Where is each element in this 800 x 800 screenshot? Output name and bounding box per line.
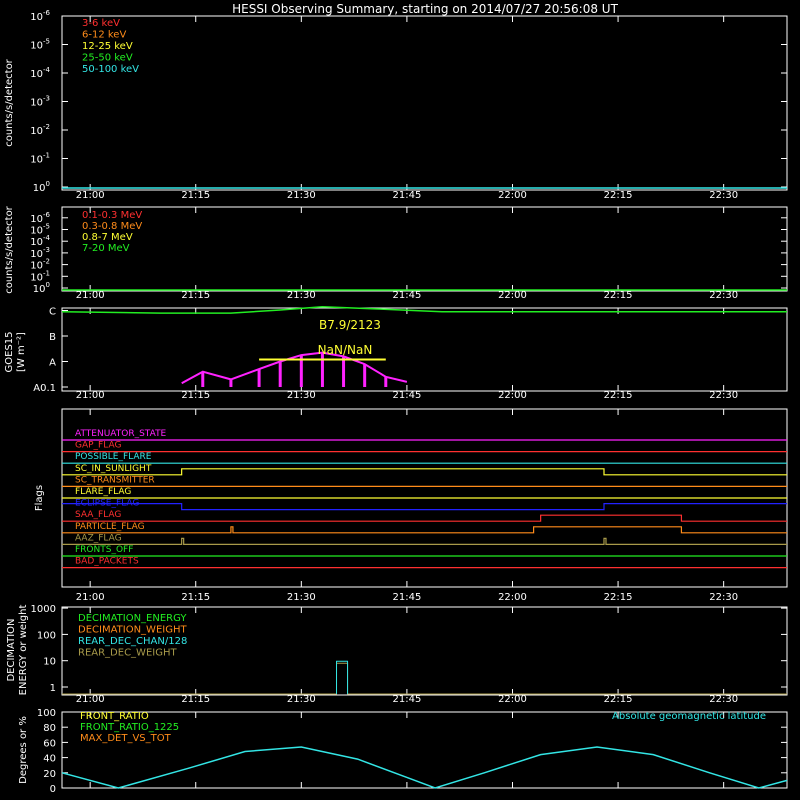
x-tick-label: 21:00 (75, 290, 105, 301)
y-tick-label: $10^{-6}$ (30, 9, 50, 23)
panel-2 (62, 207, 787, 301)
legend-entry: 7-20 MeV (82, 243, 130, 254)
legend-entry: FRONT_RATIO (80, 711, 149, 722)
y-tick-label: $10^{-3}$ (30, 245, 50, 260)
x-tick-label: 21:45 (392, 390, 422, 401)
legend-entry: 50-100 keV (82, 64, 140, 75)
x-tick-label: 21:15 (181, 290, 211, 301)
y-tick-label: 20 (43, 768, 56, 780)
x-tick-label: 22:00 (498, 390, 527, 401)
y-tick-label: $10^{-3}$ (30, 94, 50, 109)
y-tick-label: B (49, 332, 56, 343)
flag-label: SAA_FLAG (75, 510, 122, 521)
legend-entry: MAX_DET_VS_TOT (80, 733, 171, 744)
x-tick-label: 22:30 (709, 390, 739, 401)
y-axis-label: Degrees or % (18, 716, 29, 784)
y-axis-label: Flags (34, 484, 45, 512)
x-tick-label: 21:00 (75, 694, 105, 705)
panel-frame (62, 207, 787, 291)
panel-frame (62, 308, 787, 391)
panel-3 (62, 308, 787, 401)
y-tick-label: $10^{-4}$ (30, 234, 50, 249)
flag-line (62, 469, 787, 475)
panel-4 (62, 409, 787, 603)
x-tick-label: 22:30 (709, 694, 739, 705)
x-tick-label: 21:45 (392, 592, 422, 603)
y-tick-label: 1 (49, 683, 56, 694)
y-tick-label: A0.1 (33, 383, 56, 394)
x-tick-label: 21:45 (392, 694, 422, 705)
x-tick-label: 21:15 (181, 390, 211, 401)
x-tick-label: 21:15 (181, 694, 211, 705)
legend-entry: 0.8-7 MeV (82, 232, 133, 243)
x-tick-label: 22:15 (603, 592, 633, 603)
y-axis-label: counts/s/detector (4, 59, 15, 147)
legend-entry: FRONT_RATIO_1225 (80, 722, 180, 733)
y-tick-label: $10^{-2}$ (30, 123, 50, 137)
legend-entry: REAR_DEC_WEIGHT (78, 647, 177, 659)
y-tick-label: C (49, 306, 56, 318)
y-tick-label: 0 (49, 784, 56, 795)
flag-label: AAZ_FLAG (75, 533, 122, 544)
x-tick-label: 22:15 (603, 694, 633, 705)
flag-line (62, 538, 787, 544)
plot-title: HESSI Observing Summary, starting on 2014/07/27 20:56:08 UT (232, 2, 618, 16)
y-tick-label: $10^{-1}$ (30, 151, 50, 166)
y-tick-label: 100 (36, 630, 56, 642)
y-axis-label-units: ENERGY or weight (18, 604, 29, 696)
flag-label: ECLIPSE_FLAG (75, 498, 140, 509)
y-tick-label: $10^{-5}$ (30, 222, 50, 237)
x-tick-label: 21:30 (286, 390, 316, 401)
x-tick-label: 21:30 (286, 694, 316, 705)
legend-entry: 12-25 keV (82, 41, 133, 52)
flag-label: FLARE_FLAG (75, 487, 132, 497)
legend-entry: DECIMATION_WEIGHT (78, 624, 187, 636)
x-tick-label: 22:00 (498, 190, 527, 201)
y-tick-label: $10^{-2}$ (30, 257, 50, 272)
flag-line (62, 527, 787, 533)
y-tick-label: $10^0$ (32, 281, 50, 295)
y-tick-label: 10 (43, 656, 56, 668)
flag-label: FRONTS_OFF (75, 545, 134, 555)
x-tick-label: 21:30 (286, 592, 316, 603)
x-tick-label: 22:15 (603, 290, 633, 301)
legend-entry: 0.1-0.3 MeV (82, 210, 143, 221)
panel-1 (62, 16, 787, 201)
x-tick-label: 21:00 (75, 190, 105, 201)
x-tick-label: 22:00 (498, 592, 527, 603)
flag-label: BAD_PACKETS (75, 556, 139, 567)
x-tick-label: 22:15 (603, 390, 633, 401)
legend-entry: DECIMATION_ENERGY (78, 613, 187, 624)
x-tick-label: 22:00 (498, 290, 527, 301)
flag-label: GAP_FLAG (75, 440, 122, 451)
flag-label: POSSIBLE_FLARE (75, 452, 152, 463)
y-axis-label: DECIMATION (6, 618, 17, 682)
y-axis-label-units: [W m⁻²] (16, 332, 27, 372)
flag-label: SC_TRANSMITTER (75, 475, 155, 486)
flag-label: PARTICLE_FLAG (75, 521, 145, 532)
x-tick-label: 22:30 (709, 190, 739, 201)
x-tick-label: 21:00 (75, 592, 105, 603)
legend-entry: 0.3-0.8 MeV (82, 221, 143, 232)
x-tick-label: 21:00 (75, 390, 105, 401)
y-tick-label: A (49, 357, 56, 369)
x-tick-label: 21:15 (181, 190, 211, 201)
x-tick-label: 22:30 (709, 592, 739, 603)
flag-label: SC_IN_SUNLIGHT (75, 463, 152, 474)
y-tick-label: 1000 (30, 604, 56, 616)
legend-entry: 6-12 keV (82, 29, 127, 41)
y-tick-label: $10^{-6}$ (30, 210, 50, 225)
y-tick-label: $10^{-4}$ (30, 66, 50, 80)
goes-short-channel (182, 353, 407, 384)
x-tick-label: 21:15 (181, 592, 211, 603)
y-axis-label: counts/s/detector (4, 206, 15, 294)
decimation-weight-line (62, 663, 787, 694)
flag-label: ATTENUATOR_STATE (75, 429, 167, 439)
y-tick-label: 80 (43, 723, 56, 735)
y-tick-label: 40 (43, 753, 56, 765)
geomag-latitude-line (62, 747, 787, 788)
goes-annotation: B7.9/2123 (319, 318, 381, 332)
x-tick-label: 22:30 (709, 290, 739, 301)
flare-annotation: NaN/NaN (317, 343, 373, 357)
legend-entry: REAR_DEC_CHAN/128 (78, 636, 188, 647)
legend-entry-geomag: Absolute geomagnetic latitude (612, 711, 766, 722)
legend-entry: 3-6 keV (82, 18, 120, 29)
y-tick-label: $10^{-5}$ (30, 37, 50, 52)
rear-dec-chan-line (337, 661, 348, 694)
y-tick-label: 60 (43, 738, 56, 750)
x-tick-label: 21:45 (392, 290, 422, 301)
legend-entry: 25-50 keV (82, 52, 133, 64)
y-tick-label: $10^0$ (32, 180, 50, 194)
x-tick-label: 22:15 (603, 190, 633, 201)
flag-line (62, 515, 787, 521)
x-tick-label: 21:30 (286, 290, 316, 301)
panel-frame (62, 16, 787, 190)
y-tick-label: $10^{-1}$ (30, 269, 50, 284)
flag-line (62, 504, 787, 510)
x-tick-label: 21:30 (286, 190, 316, 201)
y-axis-label: GOES15 (4, 331, 15, 373)
x-tick-label: 21:45 (392, 190, 422, 201)
x-tick-label: 22:00 (498, 694, 527, 705)
y-tick-label: 100 (36, 708, 56, 719)
